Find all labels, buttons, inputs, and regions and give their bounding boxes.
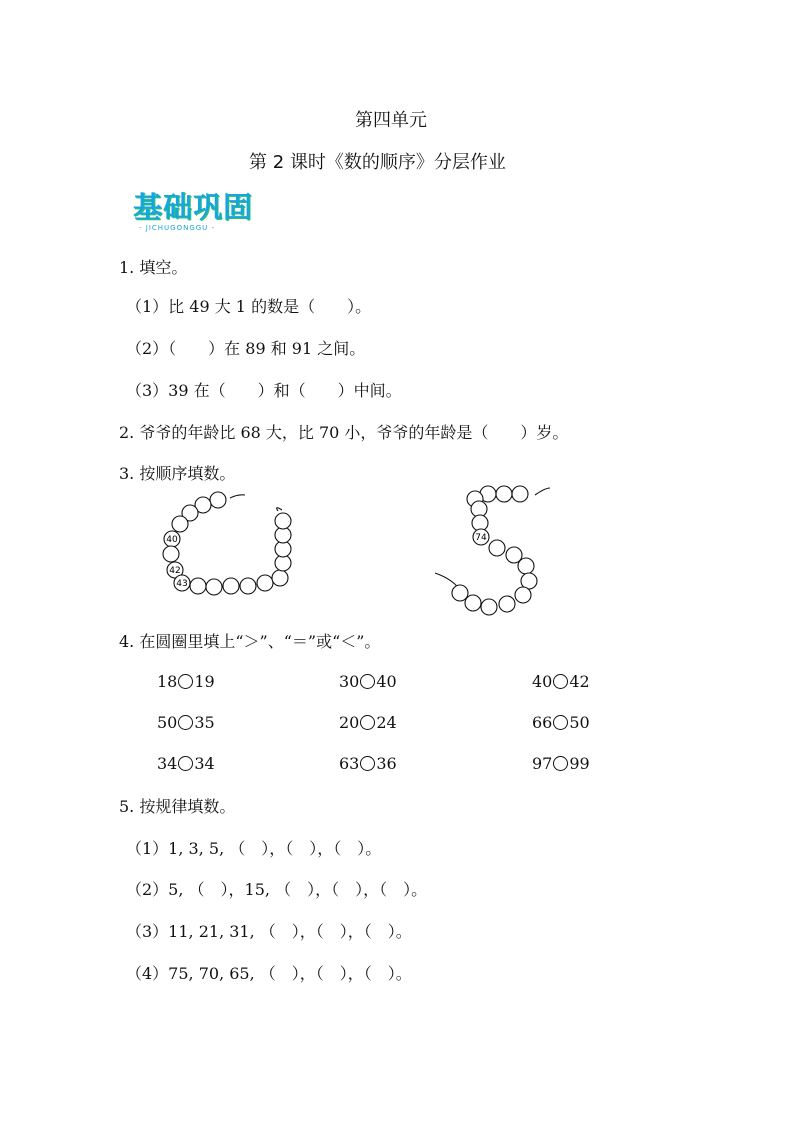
compare-right: 34 [194,754,215,773]
section-logo [133,190,255,234]
compare-item [157,713,215,732]
compare-left: 66 [532,713,553,732]
compare-right: 40 [376,672,397,691]
compare-item [532,713,590,732]
q1-item-2: （2）（ ）在 89 和 91 之间。 [126,339,366,358]
compare-right: 24 [376,713,397,732]
compare-left: 20 [339,713,360,732]
compare-item [339,754,397,773]
blank-circle[interactable] [553,674,568,689]
compare-left: 40 [532,672,553,691]
compare-left: 18 [157,672,178,691]
compare-left: 30 [339,672,360,691]
blank-circle[interactable] [553,715,568,730]
blank-circle[interactable] [360,756,375,771]
q2-text: 2. 爷爷的年龄比 68 大，比 70 小，爷爷的年龄是（ ）岁。 [119,423,569,442]
unit-title: 第四单元 [355,110,427,131]
compare-item [339,713,397,732]
blank-circle[interactable] [178,715,193,730]
lesson-title: 第 2 课时《数的顺序》分层作业 [249,152,506,173]
compare-item [532,672,590,691]
section-logo-title: 基础巩固 [133,190,254,224]
compare-right: 36 [376,754,397,773]
compare-right: 35 [194,713,215,732]
blank-circle[interactable] [553,756,568,771]
blank-circle[interactable] [360,674,375,689]
compare-right: 42 [569,672,590,691]
bead-label: 74 [475,533,487,543]
q5-title: 5. 按规律填数。 [119,797,236,816]
bead-label: 40 [166,535,178,545]
blank-circle[interactable] [178,756,193,771]
q1-item-1: （1）比 49 大 1 的数是（ ）。 [126,297,372,316]
section-logo-pinyin: - JICHUGONGGU - [139,224,216,232]
compare-left: 34 [157,754,178,773]
q3-title: 3. 按顺序填数。 [119,464,236,483]
q5-item-2: （2）5, （ ），15, （ ），（ ），（ ）。 [126,880,428,899]
compare-left: 50 [157,713,178,732]
compare-item [157,672,215,691]
compare-right: 99 [569,754,590,773]
compare-right: 50 [569,713,590,732]
blank-circle[interactable] [360,715,375,730]
compare-left: 63 [339,754,360,773]
q1-item-3: （3）39 在（ ）和（ ）中间。 [126,381,402,400]
compare-item [339,672,397,691]
q5-item-1: （1）1, 3, 5, （ ），（ ），（ ）。 [126,839,382,858]
compare-right: 19 [194,672,215,691]
blank-circle[interactable] [178,674,193,689]
q4-title: 4. 在圆圈里填上“＞”、“＝”或“＜”。 [119,632,381,651]
q1-title: 1. 填空。 [119,258,188,277]
compare-left: 97 [532,754,553,773]
bead-label: 43 [176,579,188,589]
q5-item-3: （3）11, 21, 31, （ ），（ ），（ ）。 [126,922,412,941]
compare-item [157,754,215,773]
q5-item-4: （4）75, 70, 65, （ ），（ ），（ ）。 [126,964,412,983]
bead-label: 42 [169,566,181,576]
compare-item [532,754,590,773]
bead-strings-figure [150,485,570,620]
